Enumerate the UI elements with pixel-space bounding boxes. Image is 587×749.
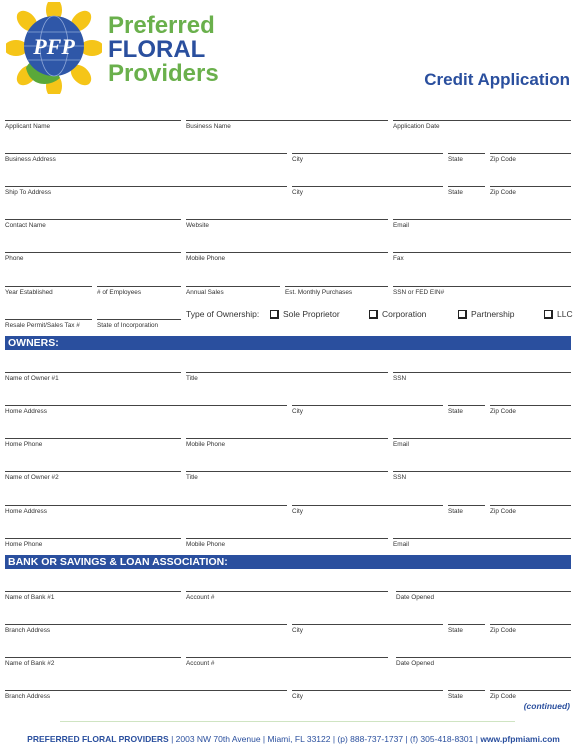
phone-field[interactable]: Phone	[5, 252, 181, 263]
ship-city-field[interactable]: City	[292, 186, 443, 197]
bank2-date-opened-field[interactable]: Date Opened	[396, 657, 571, 668]
checkbox-icon[interactable]	[458, 310, 467, 319]
footer-divider	[60, 721, 515, 722]
bank1-date-opened-field[interactable]: Date Opened	[396, 591, 571, 602]
resale-permit-field[interactable]: Resale Permit/Sales Tax #	[5, 319, 92, 330]
owner1-zip-field[interactable]: Zip Code	[490, 405, 571, 416]
bank1-account-field[interactable]: Account #	[186, 591, 388, 602]
fax-field[interactable]: Fax	[393, 252, 571, 263]
website-field[interactable]: Website	[186, 219, 388, 230]
ship-to-address-field[interactable]: Ship To Address	[5, 186, 287, 197]
business-address-field[interactable]: Business Address	[5, 153, 287, 164]
checkbox-icon[interactable]	[270, 310, 279, 319]
bank1-name-field[interactable]: Name of Bank #1	[5, 591, 181, 602]
state-incorporation-field[interactable]: State of Incorporation	[97, 319, 181, 330]
bank1-state-field[interactable]: State	[448, 624, 485, 635]
contact-name-field[interactable]: Contact Name	[5, 219, 181, 230]
owner1-state-field[interactable]: State	[448, 405, 485, 416]
bank2-name-field[interactable]: Name of Bank #2	[5, 657, 181, 668]
ssn-fed-ein-field[interactable]: SSN or FED EIN#	[393, 286, 571, 297]
ship-state-field[interactable]: State	[448, 186, 485, 197]
owner1-email-field[interactable]: Email	[393, 438, 571, 449]
owner1-city-field[interactable]: City	[292, 405, 443, 416]
owner2-home-phone-field[interactable]: Home Phone	[5, 538, 181, 549]
monthly-purchases-field[interactable]: Est. Monthly Purchases	[285, 286, 388, 297]
business-name-field[interactable]: Business Name	[186, 120, 388, 131]
checkbox-icon[interactable]	[544, 310, 553, 319]
page-title: Credit Application	[424, 70, 570, 89]
year-established-field[interactable]: Year Established	[5, 286, 92, 297]
ownership-partnership[interactable]: Partnership	[458, 309, 514, 319]
owners-heading: OWNERS:	[5, 336, 571, 350]
applicant-name-field[interactable]: Applicant Name	[5, 120, 181, 131]
footer-address: 2003 NW 70th Avenue	[175, 734, 261, 744]
owner1-mobile-phone-field[interactable]: Mobile Phone	[186, 438, 388, 449]
zip-field[interactable]: Zip Code	[490, 153, 571, 164]
city-field[interactable]: City	[292, 153, 443, 164]
owner1-ssn-field[interactable]: SSN	[393, 372, 571, 383]
footer: PREFERRED FLORAL PROVIDERS | 2003 NW 70th Avenue | Miami, FL 33122 | (p) 888-737-1737 | (f) 305-418-8301 | www.pfpmiami.com	[27, 734, 560, 744]
bank1-branch-address-field[interactable]: Branch Address	[5, 624, 287, 635]
ownership-llc[interactable]: LLC	[544, 309, 573, 319]
owner2-ssn-field[interactable]: SSN	[393, 471, 571, 482]
owner2-email-field[interactable]: Email	[393, 538, 571, 549]
owner1-title-field[interactable]: Title	[186, 372, 388, 383]
owner2-name-field[interactable]: Name of Owner #2	[5, 471, 181, 482]
bank1-zip-field[interactable]: Zip Code	[490, 624, 571, 635]
bank-heading: BANK OR SAVINGS & LOAN ASSOCIATION:	[5, 555, 571, 569]
pfp-logo	[6, 2, 102, 94]
footer-city: Miami, FL 33122	[267, 734, 331, 744]
bank2-account-field[interactable]: Account #	[186, 657, 388, 668]
mobile-phone-field[interactable]: Mobile Phone	[186, 252, 388, 263]
owner2-home-address-field[interactable]: Home Address	[5, 505, 287, 516]
owner2-mobile-phone-field[interactable]: Mobile Phone	[186, 538, 388, 549]
ownership-corporation[interactable]: Corporation	[369, 309, 426, 319]
state-field[interactable]: State	[448, 153, 485, 164]
footer-company: PREFERRED FLORAL PROVIDERS	[27, 734, 169, 744]
footer-website-link[interactable]: www.pfpmiami.com	[480, 734, 560, 744]
owner2-zip-field[interactable]: Zip Code	[490, 505, 571, 516]
ownership-type: Type of Ownership:	[186, 309, 260, 319]
continued-note: (continued)	[523, 701, 570, 711]
owner1-name-field[interactable]: Name of Owner #1	[5, 372, 181, 383]
email-field[interactable]: Email	[393, 219, 571, 230]
owner2-title-field[interactable]: Title	[186, 471, 388, 482]
owner2-state-field[interactable]: State	[448, 505, 485, 516]
bank2-city-field[interactable]: City	[292, 690, 443, 701]
owner2-city-field[interactable]: City	[292, 505, 443, 516]
employees-field[interactable]: # of Employees	[97, 286, 181, 297]
ship-zip-field[interactable]: Zip Code	[490, 186, 571, 197]
bank2-branch-address-field[interactable]: Branch Address	[5, 690, 287, 701]
owner1-home-address-field[interactable]: Home Address	[5, 405, 287, 416]
ownership-sole-proprietor[interactable]: Sole Proprietor	[270, 309, 340, 319]
bank1-city-field[interactable]: City	[292, 624, 443, 635]
footer-fax: (f) 305-418-8301	[410, 734, 474, 744]
bank2-zip-field[interactable]: Zip Code	[490, 690, 571, 701]
svg-text:PFP: PFP	[33, 34, 75, 59]
brand-name: Preferred FLORAL Providers	[108, 12, 219, 87]
annual-sales-field[interactable]: Annual Sales	[186, 286, 280, 297]
application-date-field[interactable]: Application Date	[393, 120, 571, 131]
footer-phone: (p) 888-737-1737	[337, 734, 404, 744]
owner1-home-phone-field[interactable]: Home Phone	[5, 438, 181, 449]
bank2-state-field[interactable]: State	[448, 690, 485, 701]
checkbox-icon[interactable]	[369, 310, 378, 319]
